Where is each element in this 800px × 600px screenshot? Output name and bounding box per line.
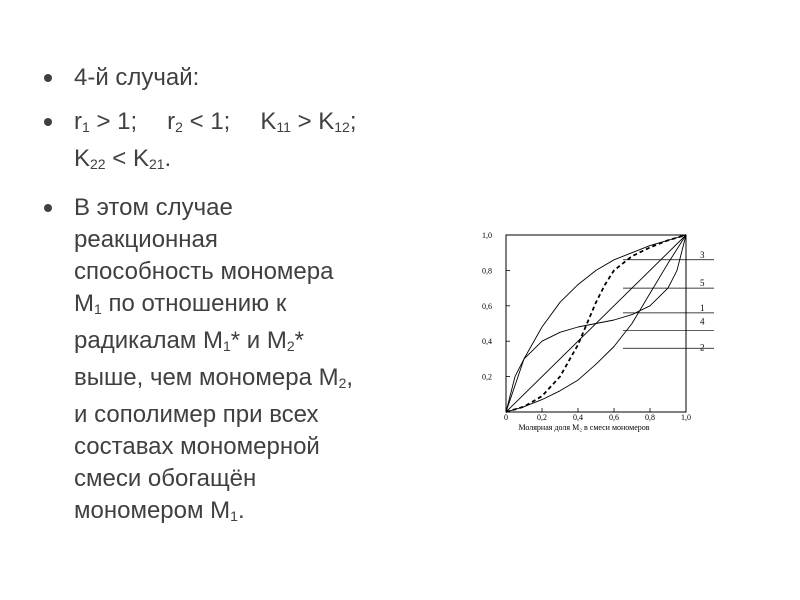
x-tick-label: 0,6 (609, 413, 619, 422)
y-tick-label: 1,0 (482, 231, 492, 240)
curve-label-3: 3 (700, 249, 705, 260)
body-line: и сополимер при всех (74, 401, 319, 428)
body-line-last: мономером $М_1$. (74, 497, 245, 524)
body-line-m1: $М_1$ по отношению к (74, 290, 287, 317)
x-tick-label: 0,8 (645, 413, 655, 422)
bullet-explanation (40, 192, 440, 532)
body-line: В этом случае (74, 194, 233, 221)
composition-chart (460, 225, 730, 450)
condition-r2: $r_2 < 1$; (167, 108, 231, 135)
y-tick-label: 0,2 (482, 372, 492, 382)
x-tick-label: 0 (504, 413, 508, 422)
y-tick-label: 0,6 (482, 301, 492, 311)
x-axis-label: Молярная доля М₂ в смеси мономеров (518, 423, 650, 432)
bullet-list (40, 62, 440, 544)
x-tick-label: 0,2 (537, 413, 547, 422)
y-tick-label: 0,8 (482, 266, 492, 276)
bullet-dot (44, 74, 52, 82)
curve-label-4: 4 (700, 316, 705, 327)
composition-chart-svg (460, 225, 730, 450)
condition-k22-k21: $K_{22} < K_{21}$. (74, 145, 172, 172)
body-line: составах мономерной (74, 433, 320, 460)
body-line-higher: выше, чем мономера $М_2$, (74, 364, 354, 391)
condition-k11-k12: $K_{11} > K_{12}$; (260, 108, 357, 135)
body-line: способность мономера (74, 258, 334, 285)
bullet-case-title (40, 62, 440, 94)
curve-label-2: 2 (700, 342, 705, 353)
case-title-text: 4-й случай: (74, 64, 200, 91)
x-tick-label: 1,0 (681, 413, 691, 422)
curve-label-1: 1 (700, 302, 705, 313)
bullet-dot (44, 118, 52, 126)
curve-label-5: 5 (700, 278, 705, 289)
condition-r1: $r_1 > 1$; (74, 108, 138, 135)
bullet-dot (44, 204, 52, 212)
body-line-radicals: радикалам $М_1*$ и $М_2*$ (74, 327, 305, 354)
y-tick-label: 0,4 (482, 337, 492, 347)
x-tick-label: 0,4 (573, 413, 583, 422)
body-line: смеси обогащён (74, 465, 257, 492)
bullet-conditions (40, 106, 440, 180)
body-line: реакционная (74, 226, 218, 253)
